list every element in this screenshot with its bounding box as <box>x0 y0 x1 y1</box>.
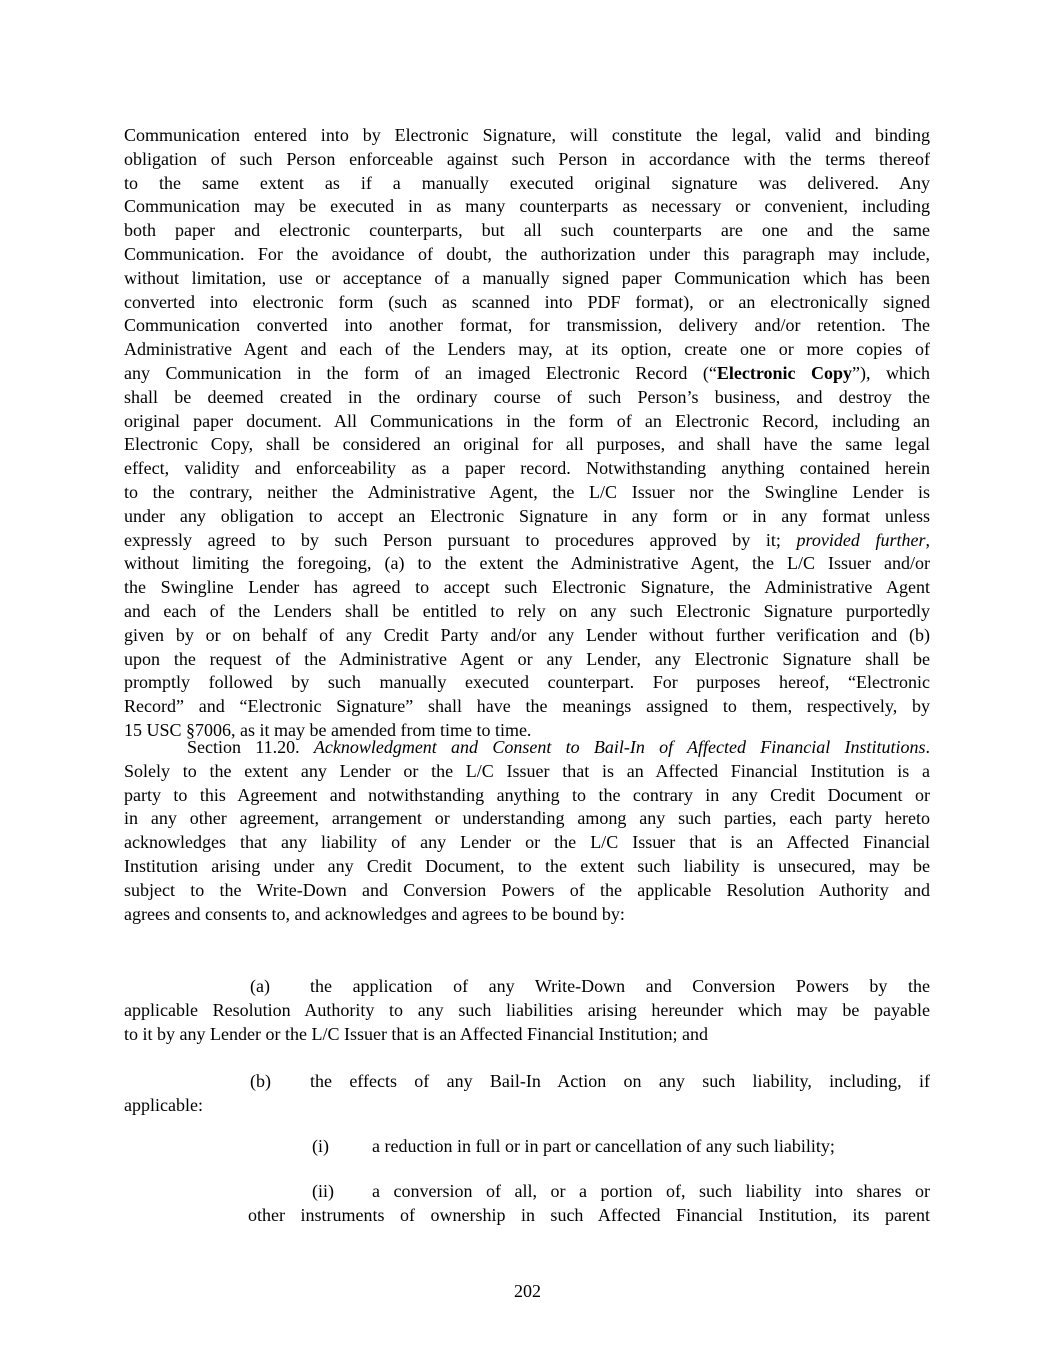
clause-label: (ii) <box>312 1181 334 1201</box>
text-line: upon the request of the Administrative Agent or any Lender, any Electronic Signature shall be <box>124 648 930 669</box>
text-line <box>124 529 930 553</box>
text-line: (i) a reduction in full or in part or cancellation of any such liability; <box>372 1135 930 1159</box>
text-line: shall be deemed created in the ordinary course of such Person’s business, and destroy the <box>124 386 930 407</box>
text-segment: expressly agreed to by such Person pursuant to procedures approved by it; <box>124 529 797 550</box>
text-segment: ”), which <box>852 362 930 383</box>
italic-text: provided further <box>796 529 926 550</box>
clause-i <box>312 1135 930 1159</box>
text-line: (a) the application of any Write-Down and Conversion Powers by the <box>310 975 930 999</box>
text-line: the Swingline Lender has agreed to accept such Electronic Signature, the Administrative Agent <box>124 577 930 598</box>
text-line: subject to the Write-Down and Conversion Powers of the applicable Resolution Authority and <box>124 879 930 900</box>
text-line: Institution arising under any Credit Document, to the extent such liability is unsecured, may be <box>124 855 930 876</box>
text-line: applicable Resolution Authority to any such liabilities arising hereunder which may be payable <box>124 999 930 1020</box>
clause-label: (i) <box>312 1136 329 1156</box>
paragraph-electronic-signatures <box>124 124 930 743</box>
text-line: 15 USC §7006, as it may be amended from time to time. <box>124 719 532 740</box>
text-line: given by or on behalf of any Credit Party and/or any Lender without further verification and (b) <box>124 624 930 645</box>
clause-ii <box>248 1180 930 1228</box>
text-line: party to this Agreement and notwithstanding anything to the contrary in any Credit Document or <box>124 784 930 805</box>
text-segment: , <box>925 529 930 550</box>
text-line: converted into electronic form (such as scanned into PDF format), or an electronically signed <box>124 291 930 312</box>
text-line: obligation of such Person enforceable against such Person in accordance with the terms thereof <box>124 148 930 169</box>
text-line: other instruments of ownership in such Affected Financial Institution, its parent <box>248 1204 930 1225</box>
text-line: Record” and “Electronic Signature” shall have the meanings assigned to them, respectively, by <box>124 696 930 717</box>
text-segment: . <box>925 737 930 757</box>
text-line: Communication converted into another format, for transmission, delivery and/or retention. The <box>124 315 930 336</box>
section-11-20-paragraph <box>124 736 930 926</box>
clause-label: (b) <box>250 1071 271 1091</box>
text-line: under any obligation to accept an Electronic Signature in any form or in any format unless <box>124 505 930 526</box>
text-line: acknowledges that any liability of any Lender or the L/C Issuer that is an Affected Financial <box>124 832 930 853</box>
page-number: 202 <box>514 1281 541 1301</box>
text-line: Solely to the extent any Lender or the L/C Issuer that is an Affected Financial Institution is a <box>124 760 930 781</box>
text-line: in any other agreement, arrangement or understanding among any such parties, each party hereto <box>124 808 930 829</box>
text-line: both paper and electronic counterparts, but all such counterparts are one and the same <box>124 220 930 241</box>
text-line: Administrative Agent and each of the Lenders may, at its option, create one or more copies of <box>124 339 930 360</box>
text-line <box>124 362 930 386</box>
text-segment: Section 11.20. <box>187 737 314 757</box>
text-line: without limitation, use or acceptance of a manually signed paper Communication which has been <box>124 267 930 288</box>
text-line: agrees and consents to, and acknowledges and agrees to be bound by: <box>124 903 625 924</box>
text-line: Electronic Copy, shall be considered an original for all purposes, and shall have the same legal <box>124 434 930 455</box>
text-line: and each of the Lenders shall be entitled to rely on any such Electronic Signature purportedly <box>124 600 930 621</box>
text-line: applicable: <box>124 1094 203 1115</box>
text-line: promptly followed by such manually executed counterpart. For purposes hereof, “Electronic <box>124 672 930 693</box>
italic-text: Acknowledgment and Consent to Bail-In of Affected Financial Institutions <box>313 737 926 757</box>
text-line <box>187 736 930 760</box>
text-line: Communication. For the avoidance of doubt, the authorization under this paragraph may include, <box>124 243 930 264</box>
clause-a <box>124 975 930 1046</box>
clause-b <box>124 1070 930 1118</box>
text-line: (ii) a conversion of all, or a portion of, such liability into shares or <box>372 1180 930 1204</box>
text-line: to it by any Lender or the L/C Issuer that is an Affected Financial Institution; and <box>124 1023 709 1044</box>
defined-term: Electronic Copy <box>716 362 853 383</box>
text-line: without limiting the foregoing, (a) to the extent the Administrative Agent, the L/C Issuer and/or <box>124 553 930 574</box>
text-line: effect, validity and enforceability as a paper record. Notwithstanding anything contained herein <box>124 458 930 479</box>
text-line: Communication entered into by Electronic Signature, will constitute the legal, valid and binding <box>124 125 930 145</box>
text-line: Communication may be executed in as many counterparts as necessary or convenient, including <box>124 196 930 217</box>
text-line: (b) the effects of any Bail-In Action on any such liability, including, if <box>310 1070 930 1094</box>
text-line: original paper document. All Communications in the form of an Electronic Record, including an <box>124 410 930 431</box>
text-line: to the same extent as if a manually executed original signature was delivered. Any <box>124 172 930 193</box>
text-segment: any Communication in the form of an imaged Electronic Record (“ <box>124 362 717 383</box>
clause-label: (a) <box>250 976 270 996</box>
text-line: to the contrary, neither the Administrative Agent, the L/C Issuer nor the Swingline Lender is <box>124 481 930 502</box>
